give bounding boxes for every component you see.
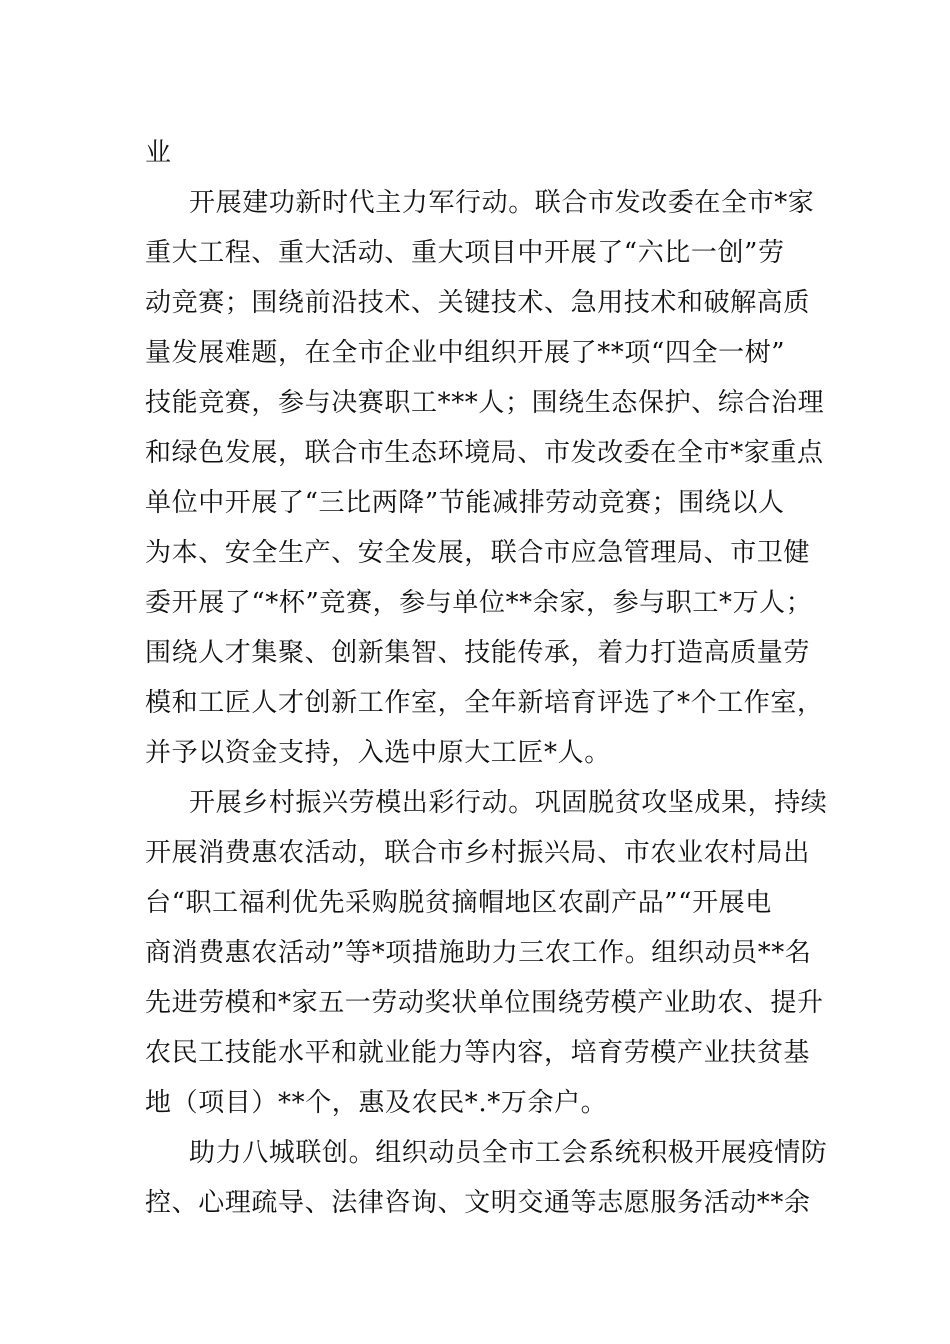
text-line: 农民工技能水平和就业能力等内容，培育劳模产业扶贫基 xyxy=(145,1038,811,1068)
text-line: 模和工匠人才创新工作室，全年新培育评选了*个工作室， xyxy=(145,688,824,718)
paragraph-start-line: 开展建功新时代主力军行动。联合市发改委在全市*家 xyxy=(189,188,815,218)
text-line: 技能竞赛，参与决赛职工***人；围绕生态保护、综合治理 xyxy=(145,388,825,418)
text-line: 和绿色发展，联合市生态环境局、市发改委在全市*家重点 xyxy=(145,438,824,468)
text-line: 业 xyxy=(145,138,172,168)
text-line: 单位中开展了“三比两降”节能减排劳动竞赛；围绕以人 xyxy=(145,488,785,518)
text-line: 动竞赛；围绕前沿技术、关键技术、急用技术和破解高质 xyxy=(145,288,811,318)
text-line: 量发展难题，在全市企业中组织开展了**项“四全一树” xyxy=(145,338,786,368)
text-line: 商消费惠农活动”等*项措施助力三农工作。组织动员**名 xyxy=(145,938,812,968)
text-line: 开展消费惠农活动，联合市乡村振兴局、市农业农村局出 xyxy=(145,838,811,868)
text-line: 委开展了“*杯”竞赛，参与单位**余家，参与职工*万人； xyxy=(145,588,813,618)
text-line: 围绕人才集聚、创新集智、技能传承，着力打造高质量劳 xyxy=(145,638,811,668)
text-line: 并予以资金支持，入选中原大工匠*人。 xyxy=(145,738,611,768)
text-line: 控、心理疏导、法律咨询、文明交通等志愿服务活动**余 xyxy=(145,1188,811,1218)
text-line: 台“职工福利优先采购脱贫摘帽地区农副产品”“开展电 xyxy=(145,888,772,918)
text-line: 先进劳模和*家五一劳动奖状单位围绕劳模产业助农、提升 xyxy=(145,988,824,1018)
text-line: 为本、安全生产、安全发展，联合市应急管理局、市卫健 xyxy=(145,538,811,568)
paragraph-start-line: 开展乡村振兴劳模出彩行动。巩固脱贫攻坚成果，持续 xyxy=(189,788,828,818)
paragraph-start-line: 助力八城联创。组织动员全市工会系统积极开展疫情防 xyxy=(189,1138,828,1168)
text-line: 地（项目）**个，惠及农民*.*万余户。 xyxy=(145,1088,608,1118)
text-line: 重大工程、重大活动、重大项目中开展了“六比一创”劳 xyxy=(145,238,785,268)
